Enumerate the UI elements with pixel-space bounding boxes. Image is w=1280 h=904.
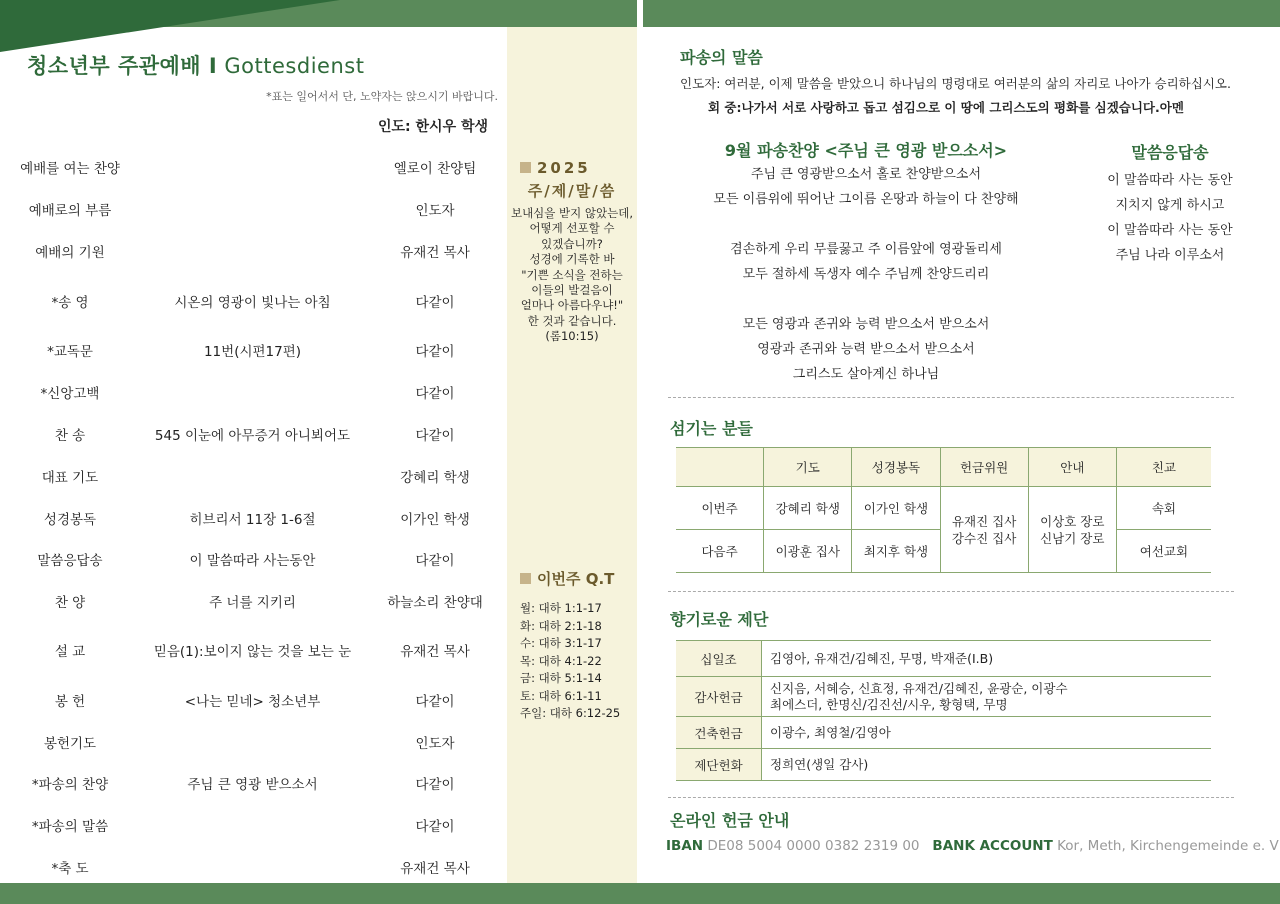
divider <box>668 397 1234 398</box>
offering-team: 유재진 집사 강수진 집사 <box>940 487 1028 573</box>
response-lyrics <box>1095 168 1245 268</box>
order-row <box>0 690 507 710</box>
order-row <box>0 157 507 177</box>
theme-line: 이들의 발걸음이 <box>531 283 613 298</box>
order-by: 유재건 목사 <box>400 861 470 877</box>
divider <box>668 591 1234 592</box>
order-item: *송 영 <box>51 295 89 311</box>
offering-label: 건축헌금 <box>676 717 762 749</box>
order-by: 다같이 <box>415 344 455 360</box>
order-item: 봉 헌 <box>54 694 86 710</box>
top-corner-accent <box>0 0 340 52</box>
servers-col-guide: 안내 <box>1028 448 1116 487</box>
order-by: 이가인 학생 <box>400 512 470 528</box>
order-row <box>0 732 507 752</box>
qt-line: 목: 대하 4:1-22 <box>520 653 602 668</box>
divider <box>668 797 1234 798</box>
offering-label: 십일조 <box>676 641 762 677</box>
theme-line: 어떻게 선포할 수 <box>529 221 615 236</box>
order-content: 545 이눈에 아무증거 아니뵈어도 <box>154 428 351 444</box>
order-row <box>0 466 507 486</box>
offering-row <box>676 677 1211 717</box>
offering-names: 김영아, 유재건/김혜진, 무명, 박재준(I.B) <box>762 641 1212 677</box>
next-week-fellowship: 여선교회 <box>1116 530 1211 573</box>
order-row <box>0 199 507 219</box>
order-by: 유재건 목사 <box>400 644 470 660</box>
offering-label: 제단헌화 <box>676 749 762 781</box>
order-item: 예배로의 부름 <box>28 203 112 219</box>
order-row <box>0 640 507 660</box>
order-item: *파송의 찬양 <box>31 777 109 793</box>
service-leader: 인도: 한시우 학생 <box>378 119 489 135</box>
page-fold <box>637 0 643 904</box>
servers-col-reading: 성경봉독 <box>852 448 940 487</box>
offering-names: 정희연(생일 감사) <box>762 749 1212 781</box>
order-row <box>0 291 507 311</box>
this-week-reading: 이가인 학생 <box>852 487 940 530</box>
next-week-reading: 최지후 학생 <box>852 530 940 573</box>
response-line: 이 말씀따라 사는 동안 <box>1107 173 1233 188</box>
order-row <box>0 424 507 444</box>
offering-row <box>676 717 1211 749</box>
bank-info: IBAN DE08 5004 0000 0382 2319 00 BANK ACCOUNT Kor, Meth, Kirchengemeinde e. V <box>666 838 1279 854</box>
hymn-line <box>676 287 1056 312</box>
response-line: 지치지 않게 하시고 <box>1115 198 1225 213</box>
order-row <box>0 241 507 261</box>
order-item: 설 교 <box>54 644 86 660</box>
order-content: 주 너를 지키리 <box>209 595 296 611</box>
qt-line: 토: 대하 6:1-11 <box>520 688 602 703</box>
theme-line: 있겠습니까? <box>541 236 603 251</box>
order-content: 히브리서 11장 1-6절 <box>189 512 316 528</box>
order-item: 찬 양 <box>54 595 86 611</box>
order-row <box>0 340 507 360</box>
qt-line: 금: 대하 5:1-14 <box>520 671 602 685</box>
sidebar-panel <box>507 27 637 883</box>
next-week-prayer: 이광훈 집사 <box>764 530 852 573</box>
this-week-fellowship: 속회 <box>1116 487 1211 530</box>
servers-col-fellowship: 친교 <box>1116 448 1211 487</box>
order-by: 다같이 <box>415 553 455 569</box>
order-by: 인도자 <box>415 736 455 752</box>
order-item: 찬 송 <box>54 428 86 444</box>
order-content: <나는 믿네> 청소년부 <box>184 694 321 710</box>
order-by: 유재건 목사 <box>400 245 470 261</box>
order-row <box>0 591 507 611</box>
offering-row <box>676 749 1211 781</box>
order-by: 다같이 <box>415 777 455 793</box>
hymn-line: 그리스도 살아계신 하나님 <box>792 367 940 382</box>
servers-col-prayer: 기도 <box>764 448 852 487</box>
online-heading: 온라인 헌금 안내 <box>670 811 790 830</box>
order-content: 이 말씀따라 사는동안 <box>189 553 316 569</box>
page-title: 청소년부 주관예배 I Gottesdienst <box>27 54 365 78</box>
hymn-line: 모든 영광과 존귀와 능력 받으소서 받으소서 <box>742 317 990 332</box>
theme-heading: 2025 <box>520 159 591 177</box>
offering-names: 이광수, 최영철/김영아 <box>762 717 1212 749</box>
response-heading: 말씀응답송 <box>1131 143 1209 162</box>
theme-line: 얼마나 아름다우냐!" <box>520 298 624 313</box>
hymn-line: 영광과 존귀와 능력 받으소서 받으소서 <box>757 342 975 357</box>
servers-col-offering: 헌금위원 <box>940 448 1028 487</box>
order-content: 시온의 영광이 빛나는 아침 <box>174 295 331 311</box>
hymn-lyrics <box>676 162 1056 387</box>
order-by: 다같이 <box>415 386 455 402</box>
response-line: 이 말씀따라 사는 동안 <box>1107 223 1233 238</box>
standing-note: *표는 일어서서 단, 노약자는 앉으시기 바랍니다. <box>266 90 498 103</box>
hymn-line: 모두 절하세 독생자 예수 주님께 찬양드리리 <box>742 267 990 282</box>
sending-congregation-line: 회 중:나가서 서로 사랑하고 돕고 섬김으로 이 땅에 그리스도의 평화를 심겠습니다.아멘 <box>708 100 1184 115</box>
top-bar-right <box>643 0 1280 27</box>
order-row <box>0 508 507 528</box>
theme-line: 보내심을 받지 않았는데, <box>510 206 634 220</box>
order-row <box>0 815 507 835</box>
order-item: 성경봉독 <box>43 512 97 528</box>
theme-line: "기쁜 소식을 전하는 <box>521 267 623 282</box>
row-label-this-week: 이번주 <box>676 487 764 530</box>
theme-verse <box>507 206 637 345</box>
order-row <box>0 857 507 877</box>
order-row <box>0 773 507 793</box>
qt-heading: 이번주 Q.T <box>520 568 614 589</box>
sending-heading: 파송의 말씀 <box>680 48 763 67</box>
order-by: 강혜리 학생 <box>400 470 470 486</box>
offering-row <box>676 641 1211 677</box>
order-item: *축 도 <box>51 861 89 877</box>
order-by: 다같이 <box>415 428 455 444</box>
order-content: 믿음(1):보이지 않는 것을 보는 눈 <box>153 644 352 660</box>
order-by: 엘로이 찬양팀 <box>393 161 477 177</box>
order-item: *파송의 말씀 <box>31 819 109 835</box>
order-item: 대표 기도 <box>41 470 99 486</box>
bottom-bar <box>0 883 1280 904</box>
order-by: 다같이 <box>415 295 455 311</box>
hymn-line: 모든 이름위에 뛰어난 그이름 온땅과 하늘이 다 찬양해 <box>713 192 1019 207</box>
order-by: 다같이 <box>415 694 455 710</box>
order-item: *교독문 <box>47 344 93 360</box>
guides: 이상호 장로 신남기 장로 <box>1028 487 1116 573</box>
hymn-heading: 9월 파송찬양 <주님 큰 영광 받으소서> <box>724 141 1008 160</box>
qt-list <box>520 600 620 723</box>
offering-label: 감사헌금 <box>676 677 762 717</box>
order-row <box>0 549 507 569</box>
qt-line: 월: 대하 1:1-17 <box>520 601 602 615</box>
qt-line: 수: 대하 3:1-17 <box>520 636 602 650</box>
order-by: 다같이 <box>415 819 455 835</box>
response-line: 주님 나라 이루소서 <box>1115 248 1225 263</box>
servers-table <box>676 447 1211 573</box>
order-row <box>0 382 507 402</box>
hymn-line: 주님 큰 영광받으소서 홀로 찬양받으소서 <box>750 167 981 182</box>
theme-line: (롬10:15) <box>545 329 599 344</box>
qt-line: 화: 대하 2:1-18 <box>520 618 602 633</box>
servers-heading: 섬기는 분들 <box>670 419 753 438</box>
offering-names: 신지음, 서혜승, 신효정, 유재건/김혜진, 윤광순, 이광수 최에스더, 한명신/김진선/시우, 황형택, 무명 <box>762 677 1212 717</box>
servers-col-blank <box>676 448 764 487</box>
order-content: 주님 큰 영광 받으소서 <box>187 777 318 793</box>
theme-line: 성경에 기록한 바 <box>529 252 615 267</box>
order-item: 봉헌기도 <box>43 736 97 752</box>
order-content: 11번(시편17편) <box>203 344 302 360</box>
theme-line: 한 것과 같습니다. <box>527 313 617 328</box>
hymn-line: 겸손하게 우리 무릎꿇고 주 이름앞에 영광돌리세 <box>730 242 1002 257</box>
sending-leader-line: 인도자: 여러분, 이제 말씀을 받았으니 하나님의 명령대로 여러분의 삶의 자리로 나아가 승리하십시오. <box>680 76 1231 91</box>
hymn-line <box>676 212 1056 237</box>
order-by: 인도자 <box>415 203 455 219</box>
order-item: 예배를 여는 찬양 <box>20 161 120 177</box>
row-label-next-week: 다음주 <box>676 530 764 573</box>
qt-line: 주일: 대하 6:12-25 <box>520 706 621 720</box>
order-by: 하늘소리 찬양대 <box>387 595 483 611</box>
offerings-table <box>676 640 1211 781</box>
order-item: 예배의 기원 <box>35 245 105 261</box>
order-item: *신앙고백 <box>40 386 100 402</box>
this-week-prayer: 강혜리 학생 <box>764 487 852 530</box>
offerings-heading: 향기로운 제단 <box>670 610 769 629</box>
order-item: 말씀응답송 <box>37 553 103 569</box>
theme-subheading: 주/제/말/씀 <box>527 182 617 200</box>
